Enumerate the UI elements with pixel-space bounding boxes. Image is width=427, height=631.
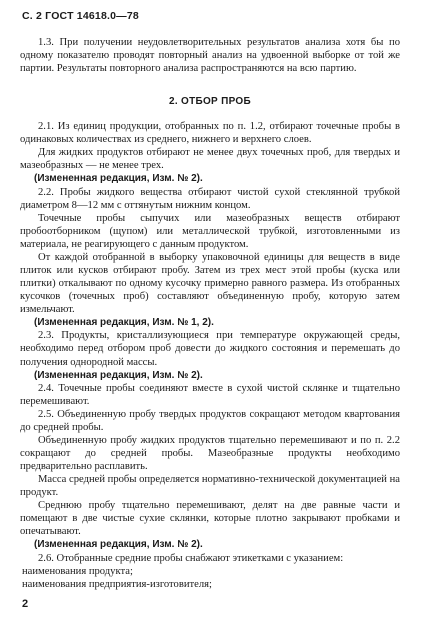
intro-paragraph: 1.3. При получении неудовлетворительных результатов анализа хотя бы по одному показателю проводят повторный анализ на удвоенной выборке от той же партии. Результаты повторного анализа распространяются на всю партию.	[20, 37, 400, 75]
label-list	[20, 565, 400, 592]
paragraph-2-4: 2.4. Точечные пробы соединяют вместе в сухой чистой склянке и тщательно перемешивают.	[20, 382, 400, 407]
paragraph-packaging-unit: От каждой отобранной в выборку упаковочной единицы для веществ в виде плиток или кусков отбирают пробу. Затем из трех мест этой пробы (куска или плитки) откалывают по одному кусочку примерно равного размера. Из отобранных кусочков (точечных проб) составляют объединенную пробу, которую затем измельчают.	[20, 251, 400, 316]
paragraph-2-6: 2.6. Отобранные средние пробы снабжают этикетками с указанием:	[38, 552, 344, 564]
paragraph-2-2: 2.2. Пробы жидкого вещества отбирают чистой сухой стеклянной трубкой диаметром 8—12 мм с оттянутым нижним концом.	[20, 186, 400, 211]
page-header: С. 2 ГОСТ 14618.0—78	[22, 10, 139, 22]
amendment-note: (Измененная редакция, Изм. № 2).	[34, 369, 203, 381]
paragraph-point-samples: Точечные пробы сыпучих или мазеобразных веществ отбирают пробоотборником (щупом) или металлической трубкой, изготовленными из материала, не реагирующего с данным продуктом.	[20, 212, 400, 250]
paragraph-mass: Масса средней пробы определяется нормативно-технической документацией на продукт.	[20, 474, 400, 499]
document-body	[20, 36, 400, 591]
section-title: 2. ОТБОР ПРОБ	[168, 96, 251, 108]
page-number: 2	[22, 598, 29, 610]
paragraph-2-3: 2.3. Продукты, кристаллизующиеся при температуре окружающей среды, необходимо перед отбором проб довести до жидкого состояния и перемешать до получения однородной массы.	[20, 330, 400, 368]
list-item: наименования продукта;	[22, 565, 133, 577]
paragraph-split: Среднюю пробу тщательно перемешивают, делят на две равные части и помещают в две чистые сухие склянки, которые плотно закрывают пробками и опечатывают.	[20, 500, 400, 538]
amendment-note: (Измененная редакция, Изм. № 1, 2).	[34, 317, 214, 329]
paragraph-2-1: 2.1. Из единиц продукции, отобранных по п. 1.2, отбирают точечные пробы в одинаковых количествах из среднего, нижнего и верхнего слоев.	[20, 121, 400, 146]
paragraph-liquid-products: Для жидких продуктов отбирают не менее двух точечных проб, для твердых и мазеобразных — не менее трех.	[20, 147, 400, 172]
list-item: наименования предприятия-изготовителя;	[22, 579, 212, 591]
paragraph-liquid-reduction: Объединенную пробу жидких продуктов тщательно перемешивают и по п. 2.2 сокращают до средней пробы. Мазеобразные продукты необходимо предварительно расплавить.	[20, 435, 400, 473]
amendment-note: (Измененная редакция, Изм. № 2).	[34, 173, 203, 185]
amendment-note: (Измененная редакция, Изм. № 2).	[34, 539, 203, 551]
paragraph-2-5: 2.5. Объединенную пробу твердых продуктов сокращают методом квартования до средней пробы.	[20, 408, 400, 434]
